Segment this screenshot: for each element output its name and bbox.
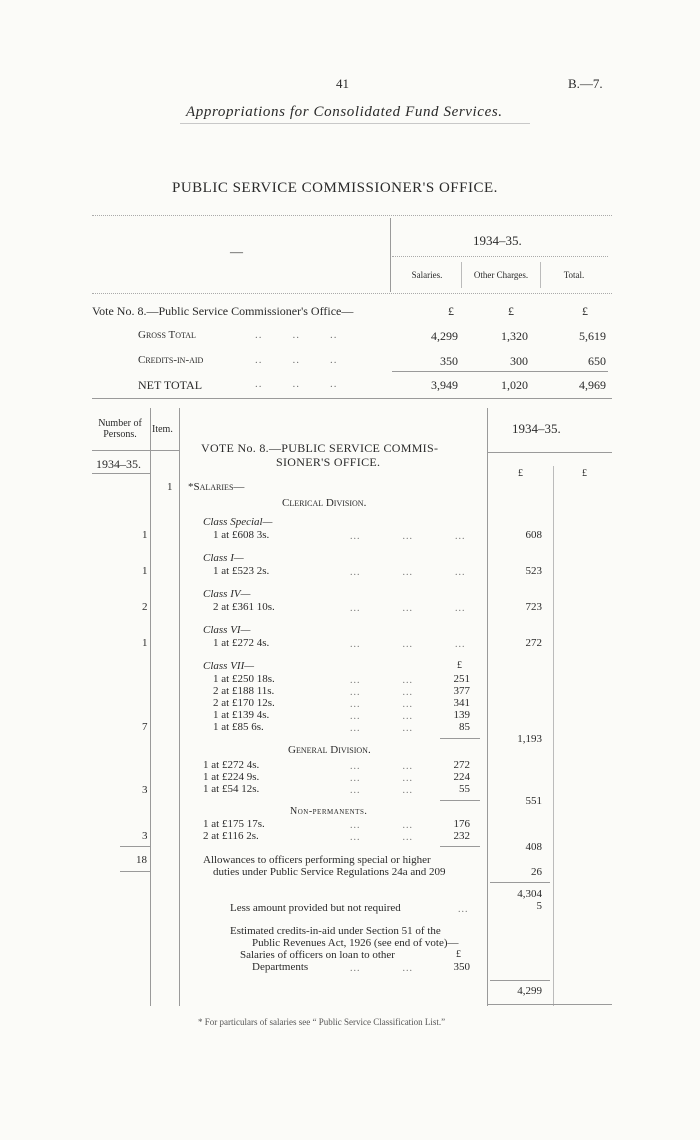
col-divider-2 (540, 262, 541, 288)
class-detail: 2 at £361 10s. (213, 601, 275, 613)
header-rule (180, 123, 530, 124)
clerical-division-heading: Clerical Division. (282, 497, 367, 509)
office-title: PUBLIC SERVICE COMMISSIONER'S OFFICE. (172, 180, 498, 196)
class-name: Class VI— (203, 624, 251, 636)
currency-sign: £ (457, 660, 462, 671)
leader-dots: .. .. .. (255, 378, 338, 390)
year-rule-right (488, 452, 612, 453)
currency-total: £ (582, 304, 588, 318)
class-line-amount: 139 (453, 709, 470, 721)
item-desc-divider (179, 408, 180, 1006)
final-bottom-rule (488, 1004, 612, 1005)
number-item-divider (150, 408, 151, 1006)
credits-line-2: Public Revenues Act, 1926 (see end of vote)— (252, 937, 459, 949)
credits-in-aid-label: Credits-in-aid (138, 354, 204, 366)
class-line-detail: 2 at £188 11s. (213, 685, 275, 697)
currency-salaries: £ (448, 304, 454, 318)
persons-count: 3 (142, 830, 148, 842)
persons-count: 1 (142, 565, 148, 577)
class-amount: 523 (525, 565, 542, 577)
subtotal-amount: 4,304 (517, 888, 542, 900)
division-line-detail: 1 at £54 12s. (203, 783, 260, 795)
non-permanents-heading: Non-permanents. (290, 806, 368, 817)
document-reference: B.—7. (568, 76, 603, 91)
persons-count: 1 (142, 529, 148, 541)
leader-dots: ... ... (350, 675, 413, 686)
general-division-heading: General Division. (288, 744, 371, 756)
class-detail: 1 at £272 4s. (213, 637, 270, 649)
running-title: Appropriations for Consolidated Fund Services. (186, 104, 503, 120)
currency-column-2: £ (582, 468, 587, 479)
allowances-line-1: Allowances to officers performing special or higher (203, 854, 431, 866)
non-permanent-line-detail: 2 at £116 2s. (203, 830, 259, 842)
summary-header-rule (92, 293, 612, 294)
leader-dots: .. .. .. (255, 354, 338, 366)
division-line-detail: 1 at £224 9s. (203, 771, 260, 783)
leader-dots: ... ... (350, 963, 413, 974)
vote-line: Vote No. 8.—Public Service Commissioner's Office— (92, 304, 354, 318)
persons-total-rule (120, 846, 150, 847)
leader-dots: ... ... (350, 820, 413, 831)
allowances-line-2: duties under Public Service Regulations 24a and 209 (213, 866, 446, 878)
leader-dots: ... ... (350, 723, 413, 734)
class-line-amount: 341 (453, 697, 470, 709)
class-name: Class I— (203, 552, 244, 564)
gross-total-other: 1,320 (501, 329, 528, 343)
summary-bottom-rule (92, 398, 612, 399)
vote-title-line-1: VOTE No. 8.—PUBLIC SERVICE COMMIS- (201, 441, 439, 455)
persons-count: 7 (142, 721, 148, 733)
credits-line-4: Departments (252, 961, 309, 973)
year-left: 1934–35. (96, 457, 141, 471)
class-vii-total: 1,193 (517, 733, 542, 745)
class-line-amount: 251 (453, 673, 470, 685)
year-rule-left (92, 473, 150, 474)
non-permanent-line-amount: 176 (453, 818, 470, 830)
division-line-detail: 1 at £272 4s. (203, 759, 260, 771)
net-total-salaries: 3,949 (431, 378, 458, 392)
class-amount: 723 (525, 601, 542, 613)
class-line-detail: 1 at £139 4s. (213, 709, 270, 721)
division-line-amount: 55 (459, 783, 470, 795)
credits-in-aid-total: 650 (588, 354, 606, 368)
class-detail: 1 at £523 2s. (213, 565, 270, 577)
final-total: 4,299 (517, 985, 542, 997)
amount-inner-divider (553, 466, 554, 1006)
class-amount: 608 (525, 529, 542, 541)
division-line-amount: 224 (453, 771, 470, 783)
leader-dots: ... ... ... (350, 567, 466, 578)
leader-dots: ... ... (350, 832, 413, 843)
class-name: Class IV— (203, 588, 251, 600)
item-header: Item. (152, 424, 173, 435)
credits-in-aid-salaries: 350 (440, 354, 458, 368)
class-line-detail: 1 at £85 6s. (213, 721, 264, 733)
leader-dots: ... ... ... (350, 639, 466, 650)
class-line-amount: 85 (459, 721, 470, 733)
subtotal-rule (440, 800, 480, 801)
year-right: 1934–35. (512, 421, 561, 436)
less-amount-line: Less amount provided but not required (230, 902, 401, 914)
general-division-total: 551 (525, 795, 542, 807)
class-line-detail: 2 at £170 12s. (213, 697, 275, 709)
leader-dots: ... ... (350, 773, 413, 784)
leader-dots: ... ... ... (350, 531, 466, 542)
credits-amount: 350 (453, 961, 470, 973)
non-permanent-line-amount: 232 (453, 830, 470, 842)
credits-line-3: Salaries of officers on loan to other (240, 949, 395, 961)
credits-in-aid-other: 300 (510, 354, 528, 368)
desc-amount-divider (487, 408, 488, 1006)
leader-dots: ... ... (350, 785, 413, 796)
leader-dots: ... (458, 904, 469, 915)
currency-sign: £ (456, 949, 461, 960)
class-name: Class VII— (203, 660, 255, 672)
item-number: 1 (167, 481, 173, 493)
footnote: * For particulars of salaries see “ Public Service Classification List.” (198, 1017, 446, 1027)
currency-column-1: £ (518, 468, 523, 479)
leader-dots: ... ... (350, 687, 413, 698)
persons-count: 1 (142, 637, 148, 649)
leader-dots: ... ... (350, 761, 413, 772)
persons-total-rule-lower (120, 871, 150, 872)
net-total-label: NET TOTAL (138, 378, 203, 392)
leader-dots: .. .. .. (255, 329, 338, 341)
gross-total-total: 5,619 (579, 329, 606, 343)
gross-total-label: Gross Total (138, 329, 196, 341)
leader-dots: ... ... ... (350, 603, 466, 614)
persons-count: 2 (142, 601, 148, 613)
col-salaries-header: Salaries. (411, 270, 443, 280)
summary-year-rule (392, 256, 608, 257)
credits-line-1: Estimated credits-in-aid under Section 51 of the (230, 925, 441, 937)
class-line-amount: 377 (453, 685, 470, 697)
col-other-header: Other Charges. (473, 270, 529, 280)
number-of-persons-header: Number of Persons. (98, 418, 142, 440)
class-detail: 1 at £608 3s. (213, 529, 270, 541)
non-permanents-total: 408 (525, 841, 542, 853)
col-total-header: Total. (563, 270, 585, 280)
class-line-detail: 1 at £250 18s. (213, 673, 275, 685)
salaries-heading: *Salaries— (188, 481, 245, 493)
leader-dots: ... ... (350, 699, 413, 710)
gross-total-salaries: 4,299 (431, 329, 458, 343)
net-total-rule (392, 371, 608, 372)
subtotal-rule (440, 738, 480, 739)
leader-dots: ... ... (350, 711, 413, 722)
summary-year: 1934–35. (473, 233, 522, 248)
class-name: Class Special— (203, 516, 273, 528)
net-total-other: 1,020 (501, 378, 528, 392)
header-rule-left (92, 450, 179, 451)
currency-other: £ (508, 304, 514, 318)
vote-title-line-2: SIONER'S OFFICE. (276, 455, 381, 469)
non-permanent-line-detail: 1 at £175 17s. (203, 818, 265, 830)
subtotal-rule-major (490, 882, 550, 883)
persons-count: 3 (142, 784, 148, 796)
summary-dash: — (230, 244, 243, 259)
total-persons: 18 (136, 854, 147, 866)
page-number: 41 (336, 76, 349, 91)
less-amount: 5 (536, 900, 542, 912)
final-total-rule (490, 980, 550, 981)
division-line-amount: 272 (453, 759, 470, 771)
subtotal-rule (440, 846, 480, 847)
net-total-total: 4,969 (579, 378, 606, 392)
allowances-amount: 26 (531, 866, 542, 878)
summary-divider (390, 218, 391, 292)
class-amount: 272 (525, 637, 542, 649)
summary-top-rule (92, 215, 612, 216)
